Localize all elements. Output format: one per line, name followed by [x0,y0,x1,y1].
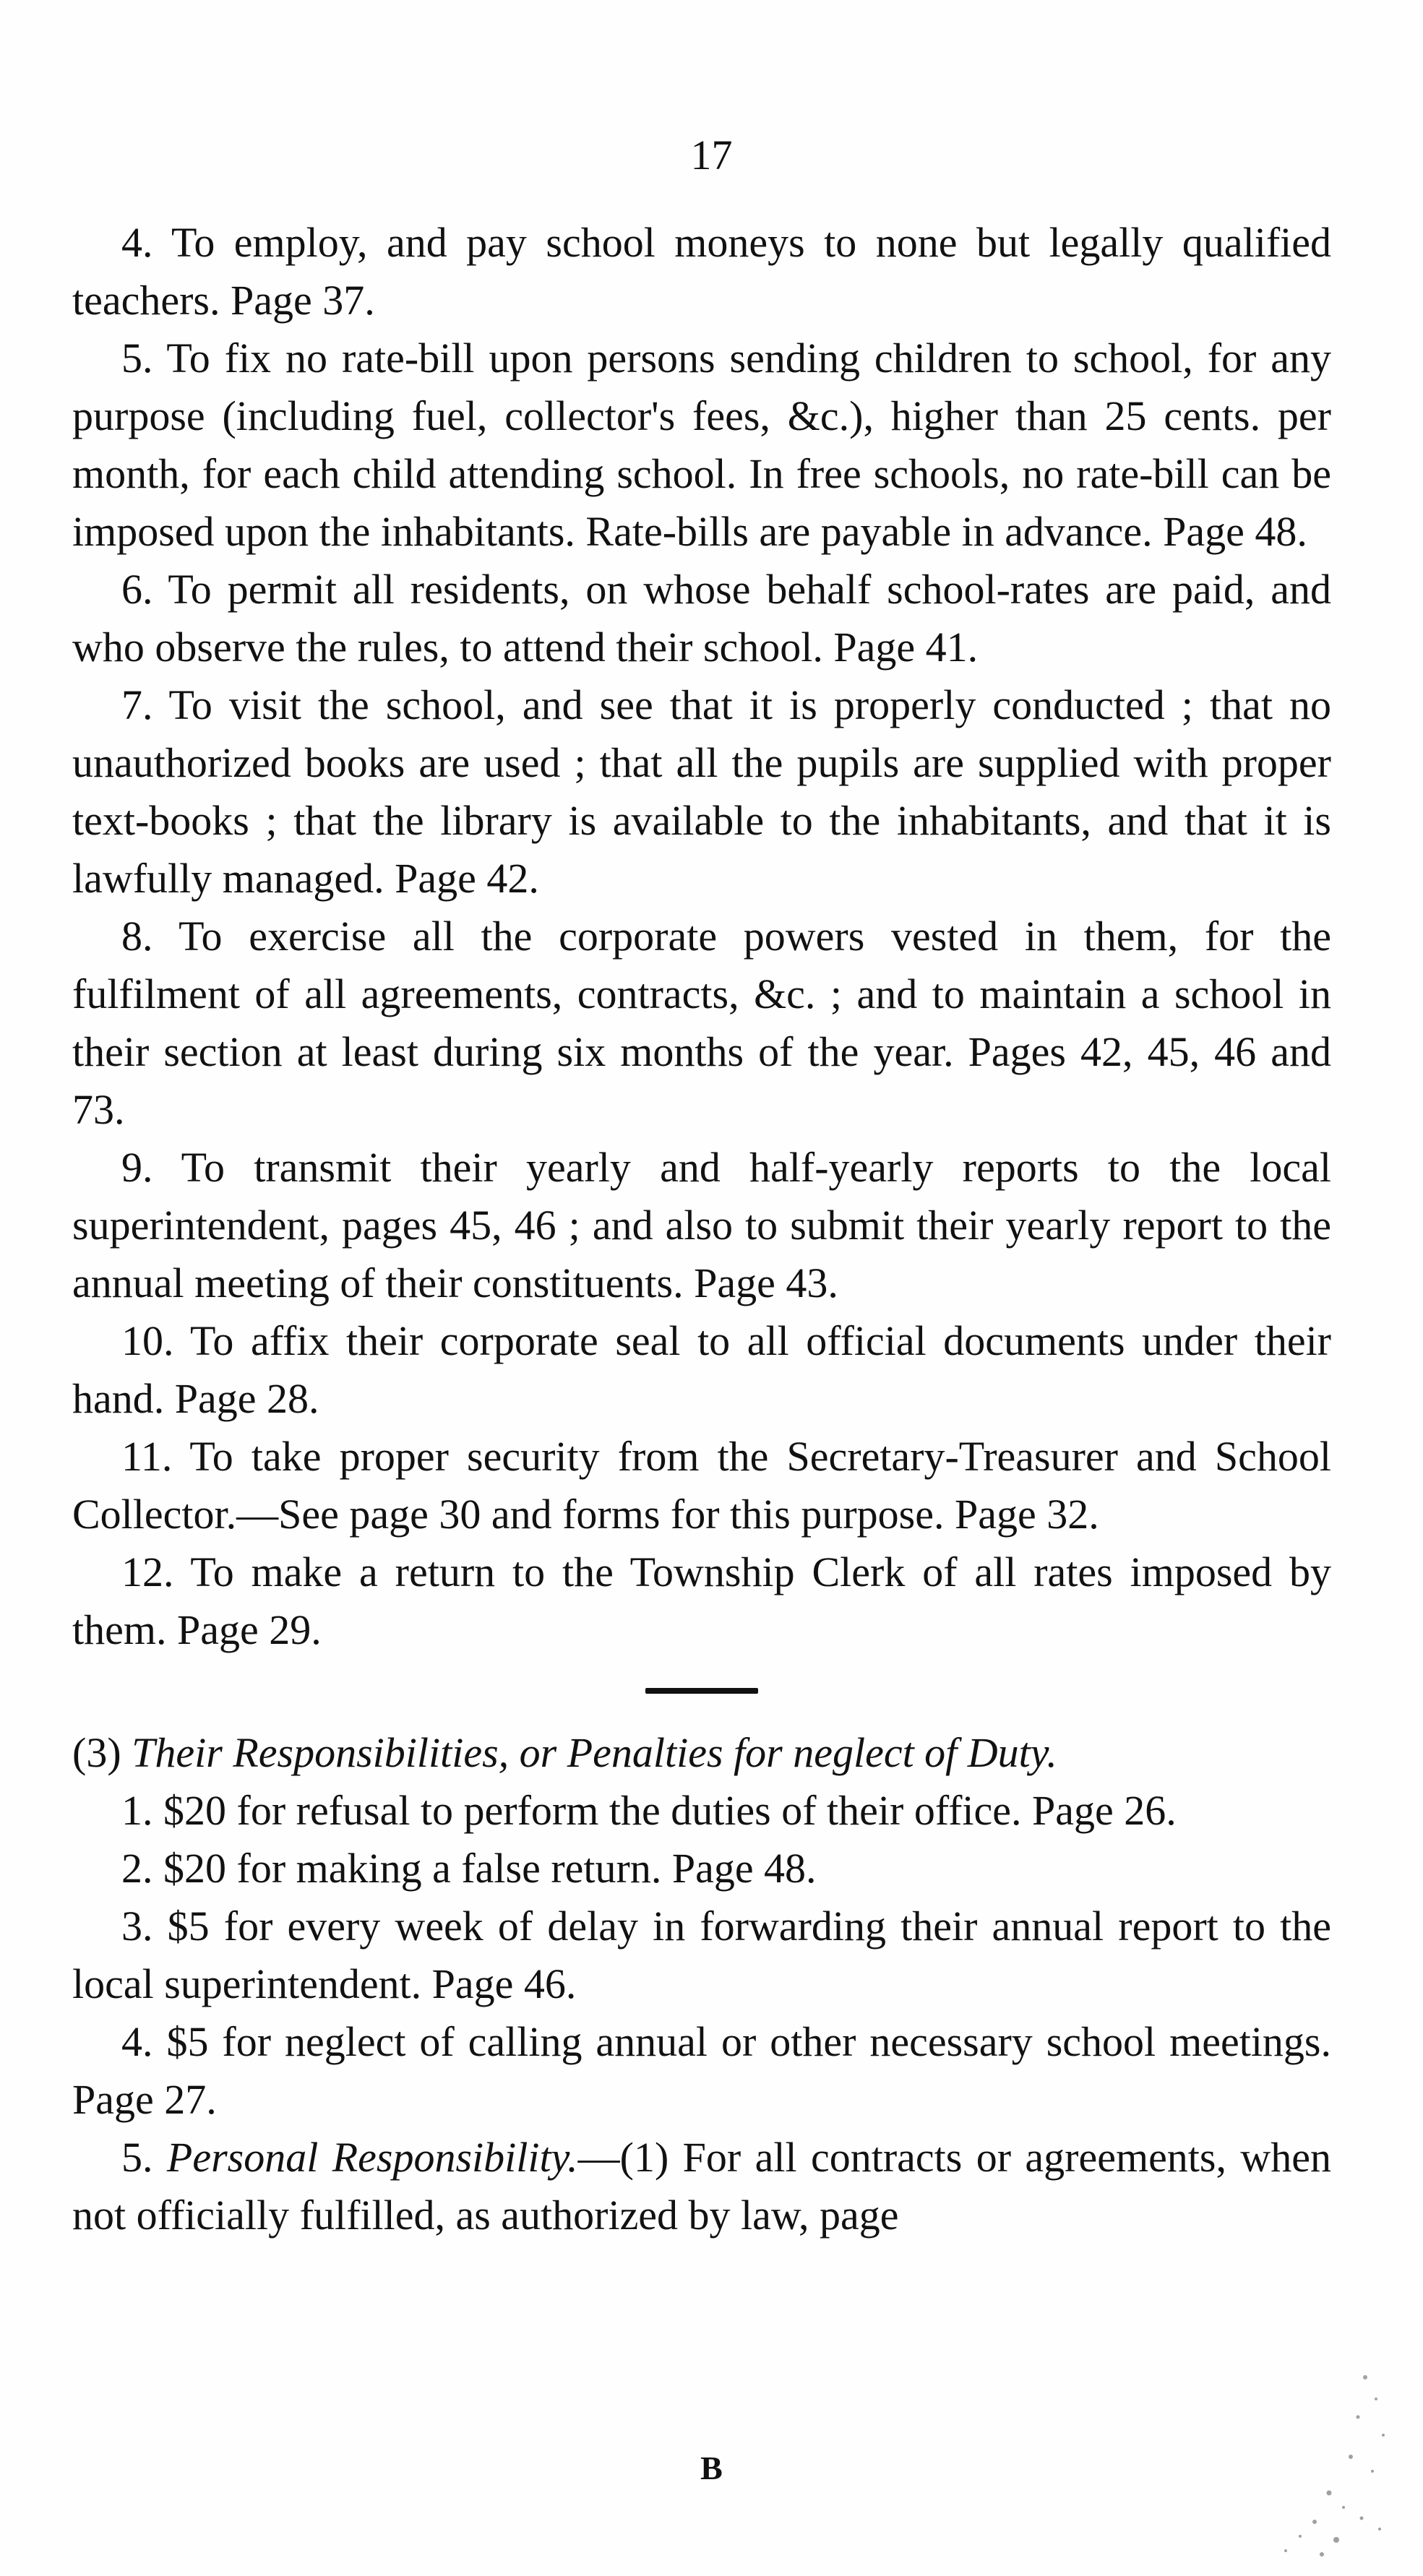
duty-number: 7. [121,681,153,728]
penalty-text: $20 for making a false return. Page 48. [163,1845,817,1892]
penalty-number: 5. [121,2134,153,2181]
section-divider [645,1688,758,1694]
duty-number: 11. [121,1433,173,1480]
duty-item-5 [72,329,1331,561]
duty-number: 5. [121,335,153,382]
duty-number: 8. [121,913,153,960]
penalty-item-4 [72,2013,1331,2129]
duty-number: 4. [121,219,153,266]
penalty-text: $5 for neglect of calling annual or other necessary school meetings. Page 27. [72,2018,1332,2123]
duty-text: To visit the school, and see that it is properly conducted ; that no unauthorized books are used ; that all the pupils are supplied with proper text-books ; that the library is available to the inhabitants, and that it is lawfully managed. Page 42. [72,681,1331,902]
penalty-text: —(1) For all contracts or agreements, when not officially fulfilled, as authorized by law, page [72,2134,1332,2239]
duty-item-9 [72,1139,1331,1312]
penalty-item-1 [72,1782,1331,1840]
page-body [72,214,1331,2244]
penalty-item-2 [72,1840,1331,1897]
section-title: Their Responsibilities, or Penalties for neglect of Duty. [132,1729,1057,1776]
paper-stain-decoration [1228,2348,1401,2565]
duty-number: 6. [121,566,153,613]
duty-item-8 [72,908,1331,1139]
duty-text: To employ, and pay school moneys to none but legally qualified teachers. Page 37. [72,219,1332,324]
duty-item-4 [72,214,1331,329]
duty-item-7 [72,676,1331,908]
section-heading [72,1724,1331,1782]
penalty-text: $5 for every week of delay in forwarding their annual report to the local superintendent. Page 46. [72,1903,1331,2007]
duty-text: To transmit their yearly and half-yearly reports to the local superintendent, pages 45, 46 ; and also to submit their yearly report to the annual meeting of their constituents. Page 43. [72,1144,1331,1306]
penalty-number: 1. [121,1787,153,1834]
duty-text: To make a return to the Township Clerk of all rates imposed by them. Page 29. [72,1548,1331,1653]
duty-item-6 [72,561,1331,676]
penalty-text: $20 for refusal to perform the duties of their office. Page 26. [163,1787,1177,1834]
penalty-italic-heading: Personal Responsibility. [166,2134,578,2181]
duty-item-11 [72,1428,1331,1543]
duty-text: To permit all residents, on whose behalf school-rates are paid, and who observe the rules, to attend their school. Page 41. [72,566,1332,671]
duty-number: 12. [121,1548,174,1595]
duty-text: To affix their corporate seal to all official documents under their hand. Page 28. [72,1317,1332,1422]
duty-item-12 [72,1543,1331,1659]
duty-number: 10. [121,1317,174,1364]
duty-text: To fix no rate-bill upon persons sending children to school, for any purpose (including fuel, collector's fees, &c.), higher than 25 cents. per month, for each child attending school. In free schools, no rate-bill can be imposed upon the inhabitants. Rate-bills are payable in advance. Page 48. [72,335,1332,555]
penalty-number: 3. [121,1903,153,1950]
duty-item-10 [72,1312,1331,1428]
penalty-item-5 [72,2129,1331,2244]
penalty-number: 2. [121,1845,153,1892]
duty-text: To take proper security from the Secretary-Treasurer and School Collector.—See page 30 and forms for this purpose. Page 32. [72,1433,1331,1538]
section-prefix: (3) [72,1729,121,1776]
page-number: 17 [690,132,733,178]
duty-number: 9. [121,1144,153,1191]
signature-mark: B [700,2450,723,2486]
duty-text: To exercise all the corporate powers vested in them, for the fulfilment of all agreements, contracts, &c. ; and to maintain a school in their section at least during six months of the year. Pages 42, 45, 46 and 73. [72,913,1332,1133]
penalty-item-3 [72,1897,1331,2013]
penalty-number: 4. [121,2018,153,2065]
